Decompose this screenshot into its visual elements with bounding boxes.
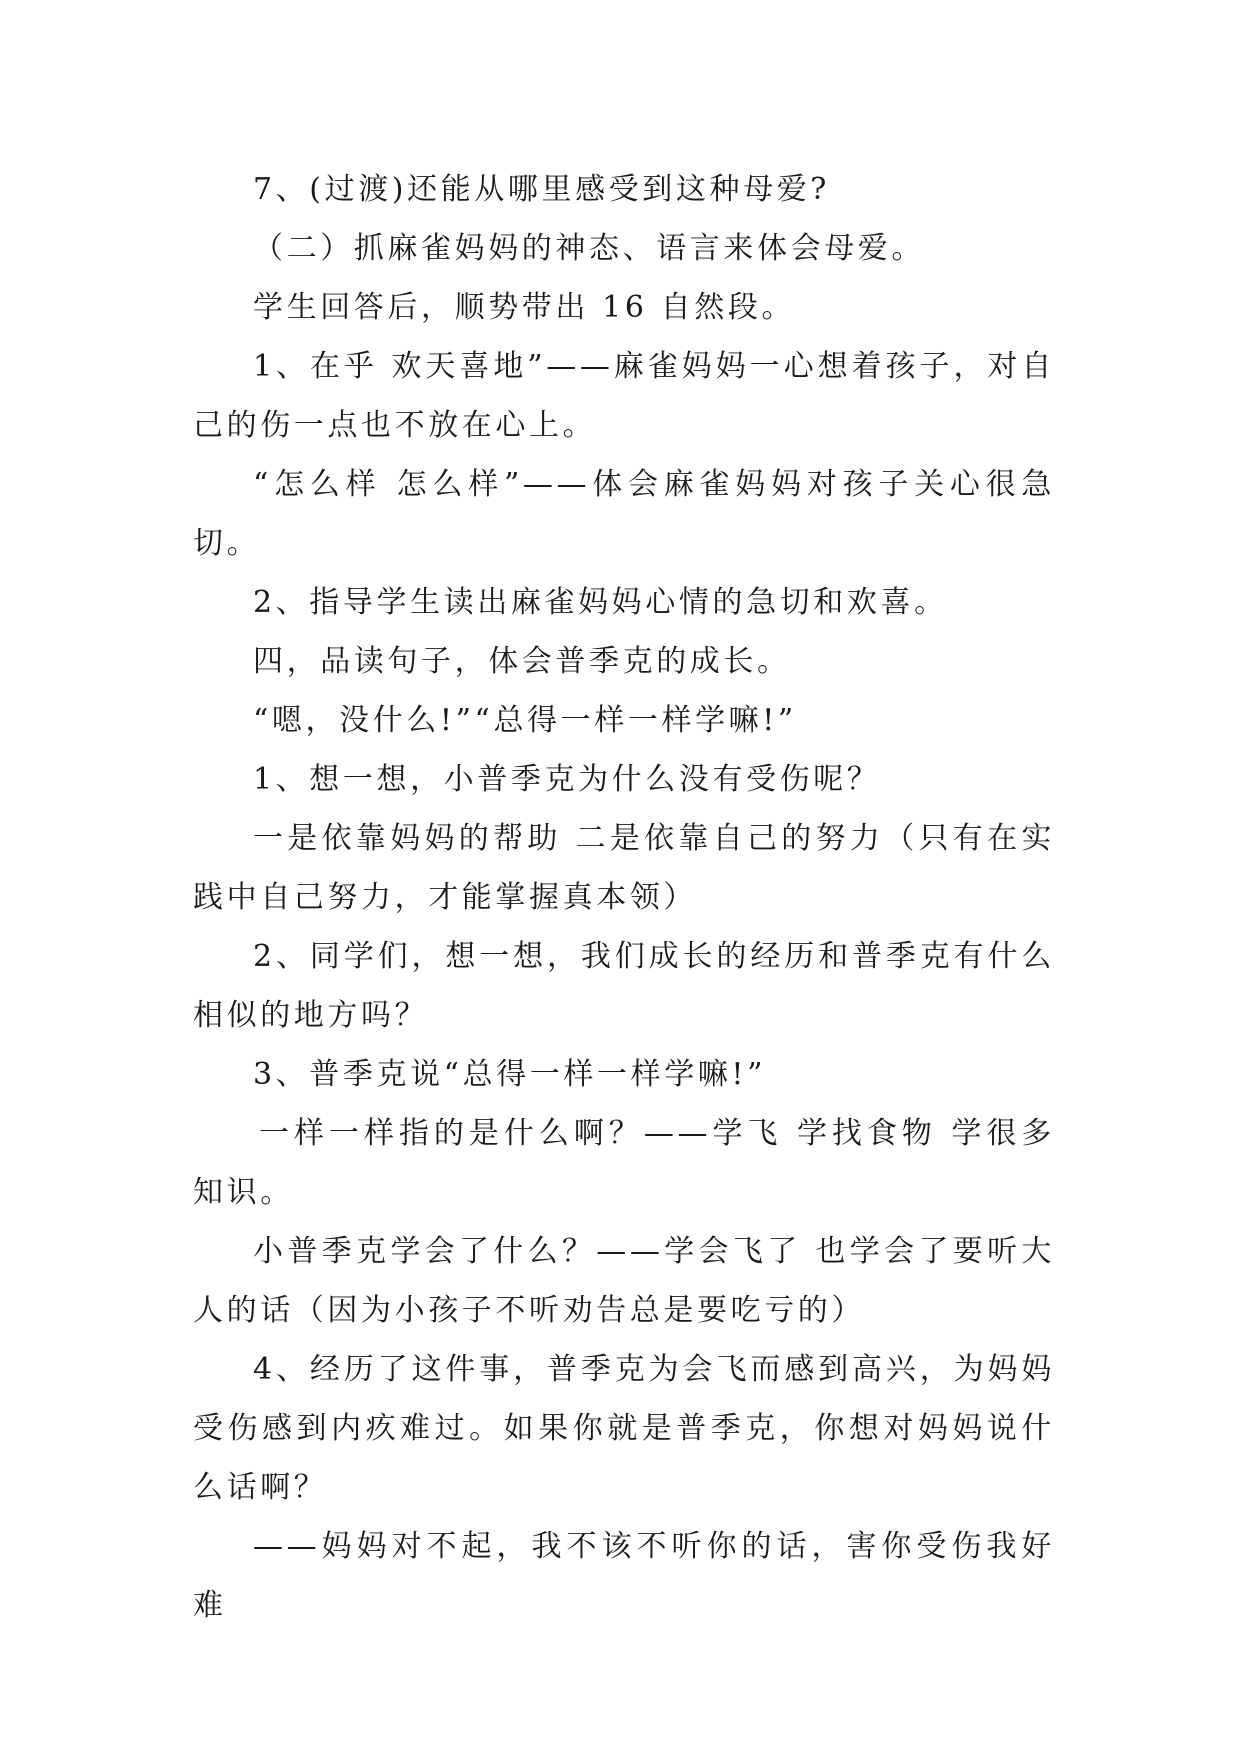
paragraph-item-2-reading-guide: 2、指导学生读出麻雀妈妈心情的急切和欢喜。 — [253, 585, 948, 620]
paragraph-apology: ——妈妈对不起，我不该不听你的话，害你受伤我好难 — [193, 1529, 1055, 1623]
paragraph-quoted-sentences: “嗯，没什么!”“总得一样一样学嘛!” — [253, 703, 797, 738]
document-page — [193, 160, 1055, 1635]
paragraph-item-3-pujike-says: 3、普季克说“总得一样一样学嘛!” — [253, 1057, 767, 1092]
paragraph-item-4-experience: 4、经历了这件事，普季克为会飞而感到高兴，为妈妈受伤感到内疚难过。如果你就是普季克，你想对妈妈说什么话啊？ — [193, 1352, 1055, 1505]
paragraph-section-four-heading: 四，品读句子，体会普季克的成长。 — [253, 644, 791, 679]
paragraph-item-2-similar-growth: 2、同学们，想一想，我们成长的经历和普季克有什么相似的地方吗？ — [193, 939, 1055, 1033]
paragraph-section-two-heading: （二）抓麻雀妈妈的神态、语言来体会母爱。 — [253, 231, 925, 266]
paragraph-how-is-it: “怎么样 怎么样”——体会麻雀妈妈对孩子关心很急切。 — [193, 467, 1055, 561]
paragraph-two-reasons: 一是依靠妈妈的帮助 二是依靠自己的努力（只有在实践中自己努力，才能掌握真本领） — [193, 821, 1055, 915]
paragraph-one-by-one-meaning: 一样一样指的是什么啊？——学飞 学找食物 学很多知识。 — [193, 1116, 1055, 1210]
paragraph-student-answer: 学生回答后，顺势带出 16 自然段。 — [253, 290, 796, 325]
paragraph-transition-question: 7、(过渡)还能从哪里感受到这种母爱? — [253, 172, 830, 207]
paragraph-item-1-think: 1、想一想，小普季克为什么没有受伤呢？ — [253, 762, 881, 797]
paragraph-item-1-care: 1、在乎 欢天喜地”——麻雀妈妈一心想着孩子，对自己的伤一点也不放在心上。 — [193, 349, 1055, 443]
paragraph-what-learned: 小普季克学会了什么？——学会飞了 也学会了要听大人的话（因为小孩子不听劝告总是要吃亏的） — [193, 1234, 1055, 1328]
